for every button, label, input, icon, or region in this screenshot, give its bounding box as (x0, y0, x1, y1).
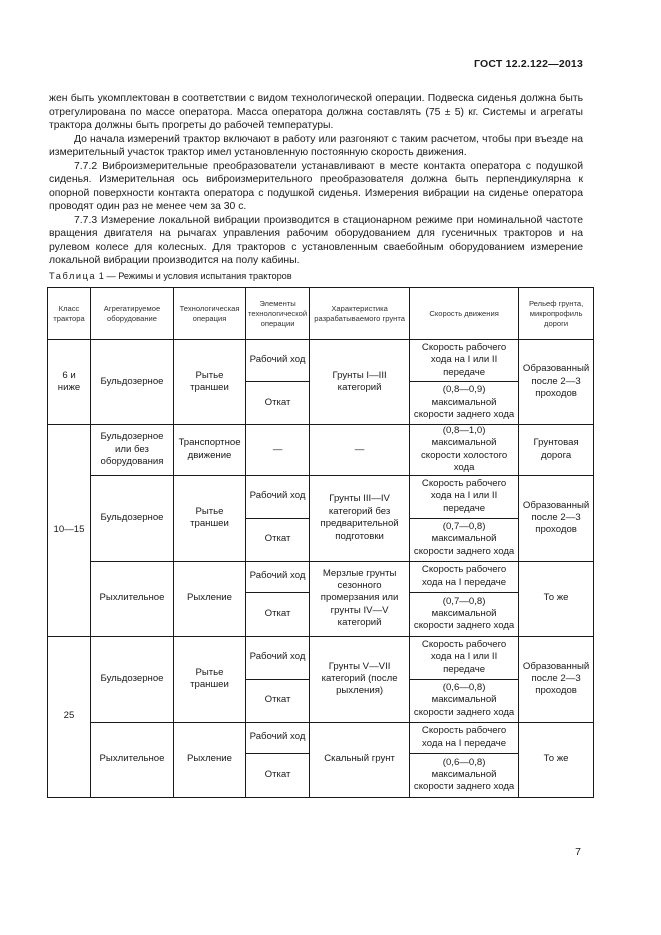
cell-element: Рабочий ход (246, 475, 310, 518)
table-row (48, 425, 594, 476)
cell-operation: Транспортное движение (174, 425, 246, 476)
cell-operation: Рыхление (174, 561, 246, 636)
cell-class: 25 (48, 636, 91, 797)
page-number: 7 (575, 846, 581, 858)
col-header-elements: Элементы технологической операции (246, 288, 310, 340)
cell-element: Откат (246, 753, 310, 797)
table-caption-text: 1 — Режимы и условия испытания тракторов (96, 271, 292, 281)
cell-soil: Скальный грунт (310, 722, 410, 797)
cell-element: Откат (246, 679, 310, 722)
table-row (48, 340, 594, 382)
paragraph-4: 7.7.3 Измерение локальной вибрации производится в стационарном режиме при номинальной частоте вращения двигателя на рычагах управления рабочим оборудованием для гусеничных тракторов и на рулевом колесе для колесных. Для тракторов с установленным сваебойным оборудованием измерение локальной вибрации производится на полу кабины. (49, 214, 583, 266)
cell-element: Рабочий ход (246, 722, 310, 753)
cell-speed: Скорость рабочего хода на I или II передаче (410, 475, 519, 518)
cell-speed: (0,8—0,9) максимальной скорости заднего хода (410, 382, 519, 425)
table-row (48, 636, 594, 679)
cell-operation: Рытье траншеи (174, 475, 246, 561)
cell-soil: Грунты III—IV категорий без предварительной подготовки (310, 475, 410, 561)
cell-equipment: Бульдозерное или без оборудования (91, 425, 174, 476)
cell-operation: Рыхление (174, 722, 246, 797)
cell-operation: Рытье траншеи (174, 636, 246, 722)
table-row (48, 561, 594, 592)
cell-equipment: Рыхлительное (91, 561, 174, 636)
col-header-relief: Рельеф грунта, микропрофиль дороги (519, 288, 594, 340)
paragraph-1: жен быть укомплектован в соответствии с видом технологической операции. Подвеска сиденья должна быть отрегулирована по массе оператора. Масса оператора должна составлять (75 ± 5) кг. Системы и агрегаты трактора должны быть прогреты до рабочей температуры. (49, 93, 583, 131)
test-modes-table (47, 287, 594, 798)
cell-relief: Образованный после 2—3 проходов (519, 340, 594, 425)
table-caption-label: Таблица (49, 271, 97, 281)
cell-speed: Скорость рабочего хода на I передаче (410, 722, 519, 753)
cell-speed: (0,8—1,0) максимальной скорости холостого хода (410, 425, 519, 476)
cell-relief: То же (519, 722, 594, 797)
col-header-class: Класс трактора (48, 288, 91, 340)
table-caption (49, 271, 292, 281)
cell-relief: То же (519, 561, 594, 636)
cell-equipment: Рыхлительное (91, 722, 174, 797)
document-header: ГОСТ 12.2.122—2013 (474, 58, 583, 70)
cell-equipment: Бульдозерное (91, 475, 174, 561)
cell-equipment: Бульдозерное (91, 340, 174, 425)
cell-relief: Образованный после 2—3 проходов (519, 636, 594, 722)
cell-element: Рабочий ход (246, 561, 310, 592)
cell-speed: (0,6—0,8) максимальной скорости заднего хода (410, 753, 519, 797)
cell-operation: Рытье траншеи (174, 340, 246, 425)
cell-speed: (0,7—0,8) максимальной скорости заднего хода (410, 592, 519, 636)
cell-element: Откат (246, 518, 310, 561)
cell-class: 6 и ниже (48, 340, 91, 425)
cell-soil: Мерзлые грунты сезонного промерзания или грунты IV—V категорий (310, 561, 410, 636)
cell-element: Рабочий ход (246, 636, 310, 679)
col-header-equipment: Агрегатируемое оборудование (91, 288, 174, 340)
cell-speed: Скорость рабочего хода на I передаче (410, 561, 519, 592)
col-header-operation: Технологическая операция (174, 288, 246, 340)
col-header-speed: Скорость движения (410, 288, 519, 340)
cell-speed: (0,6—0,8) максимальной скорости заднего хода (410, 679, 519, 722)
cell-element: Рабочий ход (246, 340, 310, 382)
table-row (48, 475, 594, 518)
paragraph-3: 7.7.2 Виброизмерительные преобразователи устанавливают в месте контакта оператора с подушкой сиденья. Измерительная ось виброизмерительного преобразователя должна быть перпендикулярна к опорной поверхности контакта оператора с подушкой сиденья. Измерения вибрации на сиденье оператора проводят один раз не менее чем за 30 с. (49, 160, 583, 212)
cell-element: Откат (246, 382, 310, 425)
cell-class: 10—15 (48, 425, 91, 637)
cell-relief: Образованный после 2—3 проходов (519, 475, 594, 561)
cell-equipment: Бульдозерное (91, 636, 174, 722)
cell-element: Откат (246, 592, 310, 636)
cell-soil: Грунты V—VII категорий (после рыхления) (310, 636, 410, 722)
table-header-row (48, 288, 594, 340)
paragraph-2: До начала измерений трактор включают в работу или разгоняют с таким расчетом, чтобы при въезде на измерительный участок трактор имел установленную постоянную скорость движения. (49, 133, 583, 158)
cell-relief: Грунтовая дорога (519, 425, 594, 476)
cell-speed: (0,7—0,8) максимальной скорости заднего хода (410, 518, 519, 561)
cell-element: — (246, 425, 310, 476)
cell-speed: Скорость рабочего хода на I или II передаче (410, 340, 519, 382)
table-row (48, 722, 594, 753)
col-header-soil: Характеристика разрабатываемого грунта (310, 288, 410, 340)
cell-soil: — (310, 425, 410, 476)
body-text (49, 92, 583, 268)
cell-speed: Скорость рабочего хода на I или II передаче (410, 636, 519, 679)
cell-soil: Грунты I—III категорий (310, 340, 410, 425)
